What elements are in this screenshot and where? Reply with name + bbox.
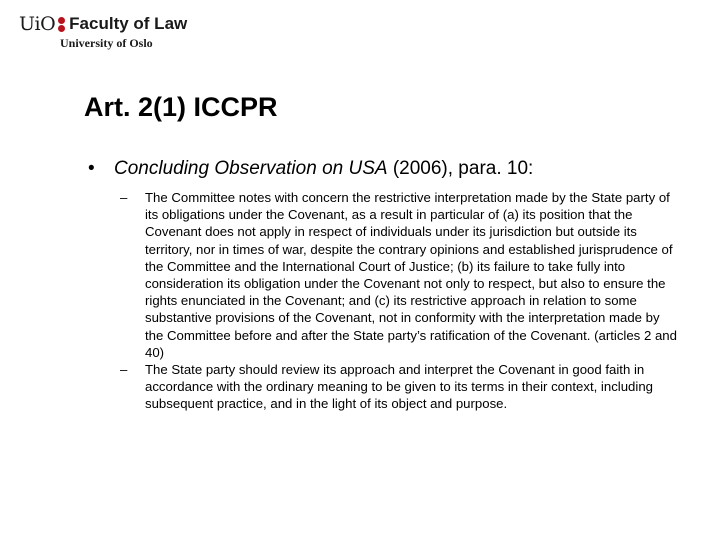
sub-bullet-item xyxy=(120,361,680,413)
faculty-logo xyxy=(19,12,219,52)
bullet-rest-text: (2006), para. 10: xyxy=(387,158,534,179)
sub-bullet-text: The Committee notes with concern the restrictive interpretation made by the State party of its obligations under the Covenant, as a result in particular of (a) its position that the Covenant does not apply in respect of individuals under its jurisdiction but outside its territory, nor in times of war, despite the contrary opinions and established jurisprudence of the Committee and the International Court of Justice; (b) its failure to take fully into consideration its obligation under the Covenant not only to respect, but also to ensure the rights enunciated in the Covenant; and (c) its restrictive approach in relation to some substantive provisions of the Covenant, not in conformity with the interpretation made by the Committee before and after the State party’s ratification of the Covenant. (articles 2 and 40) xyxy=(145,190,677,360)
logo-faculty: Faculty of Law xyxy=(69,14,188,33)
bullet-italic-text: Concluding Observation on USA xyxy=(114,158,388,179)
logo-top-line xyxy=(19,12,187,36)
sub-bullet-item xyxy=(120,189,680,361)
logo-colon-icon xyxy=(58,16,65,32)
sub-bullet-text: The State party should review its approach and interpret the Covenant in good faith in accordance with the ordinary meaning to be given to its terms in their context, including subsequent practice, and in the light of its object and purpose. xyxy=(145,362,653,412)
dash-icon: – xyxy=(120,190,128,205)
main-bullet xyxy=(88,158,533,180)
bullet-icon: • xyxy=(88,158,95,179)
sub-bullet-list xyxy=(120,189,680,413)
logo-university: University of Oslo xyxy=(60,36,153,50)
dash-icon: – xyxy=(120,362,128,378)
logo-org: UiO xyxy=(19,13,56,35)
slide-title: Art. 2(1) ICCPR xyxy=(84,92,278,122)
